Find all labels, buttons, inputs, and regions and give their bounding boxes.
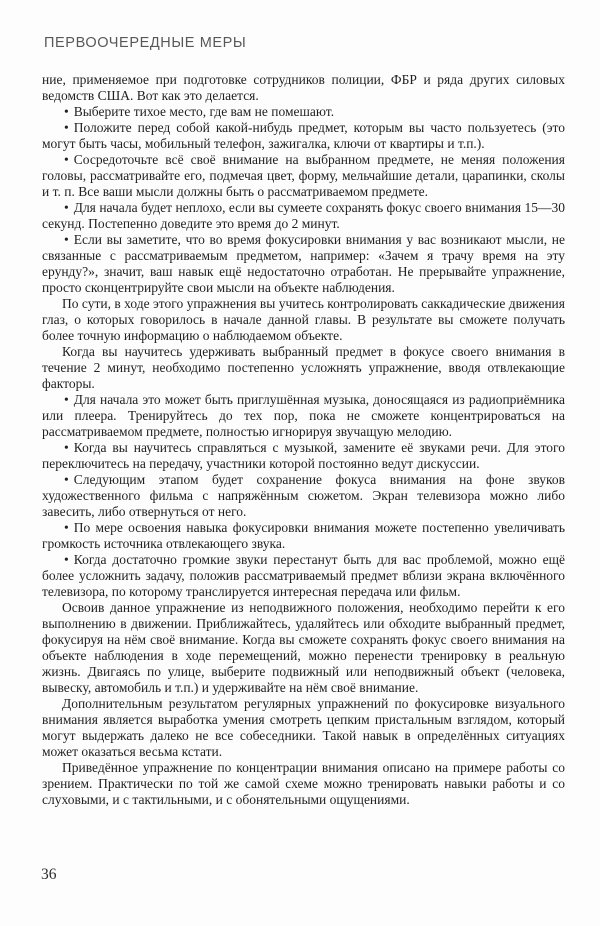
bullet-item <box>42 200 565 232</box>
body-text <box>42 72 565 808</box>
bullet-item <box>42 520 565 552</box>
paragraph: Дополнительным результатом регулярных упражнений по фокусировке визуального внимания является выработка умения смотреть цепким пристальным взглядом, который могут выдержать далеко не все собеседники. Такой навык в определённых ситуациях может оказаться весьма кстати. <box>42 696 565 759</box>
bullet-item-text: Для начала будет неплохо, если вы сумеете сохранять фокус своего внимания 15—30 секунд. Постепенно доведите это время до 2 минут. <box>42 200 565 231</box>
bullet-item-text: Положите перед собой какой-нибудь предмет, которым вы часто пользуетесь (это могут быть часы, мобильный телефон, зажигалка, ключи от квартиры и т.п.). <box>42 120 565 151</box>
paragraph: Когда вы научитесь удерживать выбранный предмет в фокусе своего внимания в течение 2 минут, необходимо постепенно усложнять упражнение, вводя отвлекающие факторы. <box>42 344 565 391</box>
bullet-item-text: Выберите тихое место, где вам не помешают. <box>73 104 335 119</box>
bullet-item-text: Когда вы научитесь справляться с музыкой, замените её звуками речи. Для этого переключитесь на передачу, участники которой постоянно ведут дискуссии. <box>42 440 565 471</box>
bullet-item <box>42 120 565 152</box>
running-header: ПЕРВООЧЕРЕДНЫЕ МЕРЫ <box>44 35 247 51</box>
bullet-icon: • <box>64 104 69 119</box>
bullet-item <box>42 440 565 472</box>
bullet-item <box>42 152 565 200</box>
bullet-item <box>42 232 565 296</box>
bullet-icon: • <box>64 152 69 167</box>
bullet-icon: • <box>64 200 69 215</box>
bullet-icon: • <box>64 440 69 455</box>
paragraph: По сути, в ходе этого упражнения вы учитесь контролировать саккадические движения глаз, о которых говорилось в начале данной главы. В результате вы сможете получать более точную информацию о наблюдаемом объекте. <box>42 296 565 343</box>
bullet-item-text: Когда достаточно громкие звуки перестанут быть для вас проблемой, можно ещё более усложнить задачу, положив рассматриваемый предмет вблизи экрана включённого телевизора, по которому транслируется интересная передача или фильм. <box>42 552 565 599</box>
bullet-item <box>42 552 565 600</box>
bullet-item <box>42 472 565 520</box>
bullet-icon: • <box>64 120 69 135</box>
bullet-item-text: Сосредоточьте всё своё внимание на выбранном предмете, не меняя положения головы, рассматривайте его, подмечая цвет, форму, мельчайшие детали, царапинки, сколы и т. п. Все ваши мысли должны быть о рассматриваемом предмете. <box>42 152 565 199</box>
bullet-item-text: По мере освоения навыка фокусировки внимания можете постепенно увеличивать громкость источника отвлекающего звука. <box>42 520 565 551</box>
bullet-icon: • <box>64 392 69 407</box>
bullet-icon: • <box>64 232 69 247</box>
paragraph: Освоив данное упражнение из неподвижного положения, необходимо перейти к его выполнению в движении. Приближайтесь, удаляйтесь или обходите выбранный предмет, фокусируя на нём своё внимание. Когда вы сможете сохранять фокус своего внимания на объекте наблюдения в ходе перемещений, можно перенести тренировку в реальную жизнь. Двигаясь по улице, выберите подвижный или неподвижный объект (человека, вывеску, автомобиль и т.п.) и удерживайте на нём своё внимание. <box>42 600 565 695</box>
bullet-item-text: Если вы заметите, что во время фокусировки внимания у вас возникают мысли, не связанные с рассматриваемым предметом, например: «Зачем я трачу время на эту ерунду?», значит, ваш навык ещё недостаточно отработан. Не прерывайте упражнение, просто сконцентрируйте свои мысли на объекте наблюдения. <box>42 232 565 295</box>
bullet-item-text: Следующим этапом будет сохранение фокуса внимания на фоне звуков художественного фильма с напряжённым сюжетом. Экран телевизора можно либо завесить, либо отвернуться от него. <box>42 472 565 519</box>
page-number: 36 <box>41 866 57 883</box>
bullet-icon: • <box>64 472 69 487</box>
bullet-item <box>42 104 565 120</box>
bullet-item <box>42 392 565 440</box>
paragraph-continuation: ние, применяемое при подготовке сотрудников полиции, ФБР и ряда других силовых ведомств США. Вот как это делается. <box>42 72 565 103</box>
bullet-icon: • <box>64 520 69 535</box>
bullet-icon: • <box>64 552 69 567</box>
paragraph: Приведённое упражнение по концентрации внимания описано на примере работы со зрением. Практически по той же самой схеме можно тренировать навыки работы и со слуховыми, и с тактильными, и с обонятельными ощущениями. <box>42 760 565 807</box>
bullet-item-text: Для начала это может быть приглушённая музыка, доносящаяся из радиоприёмника или плеера. Тренируйтесь до тех пор, пока не сможете концентрироваться на рассматриваемом предмете, полностью игнорируя звучащую мелодию. <box>42 392 565 439</box>
